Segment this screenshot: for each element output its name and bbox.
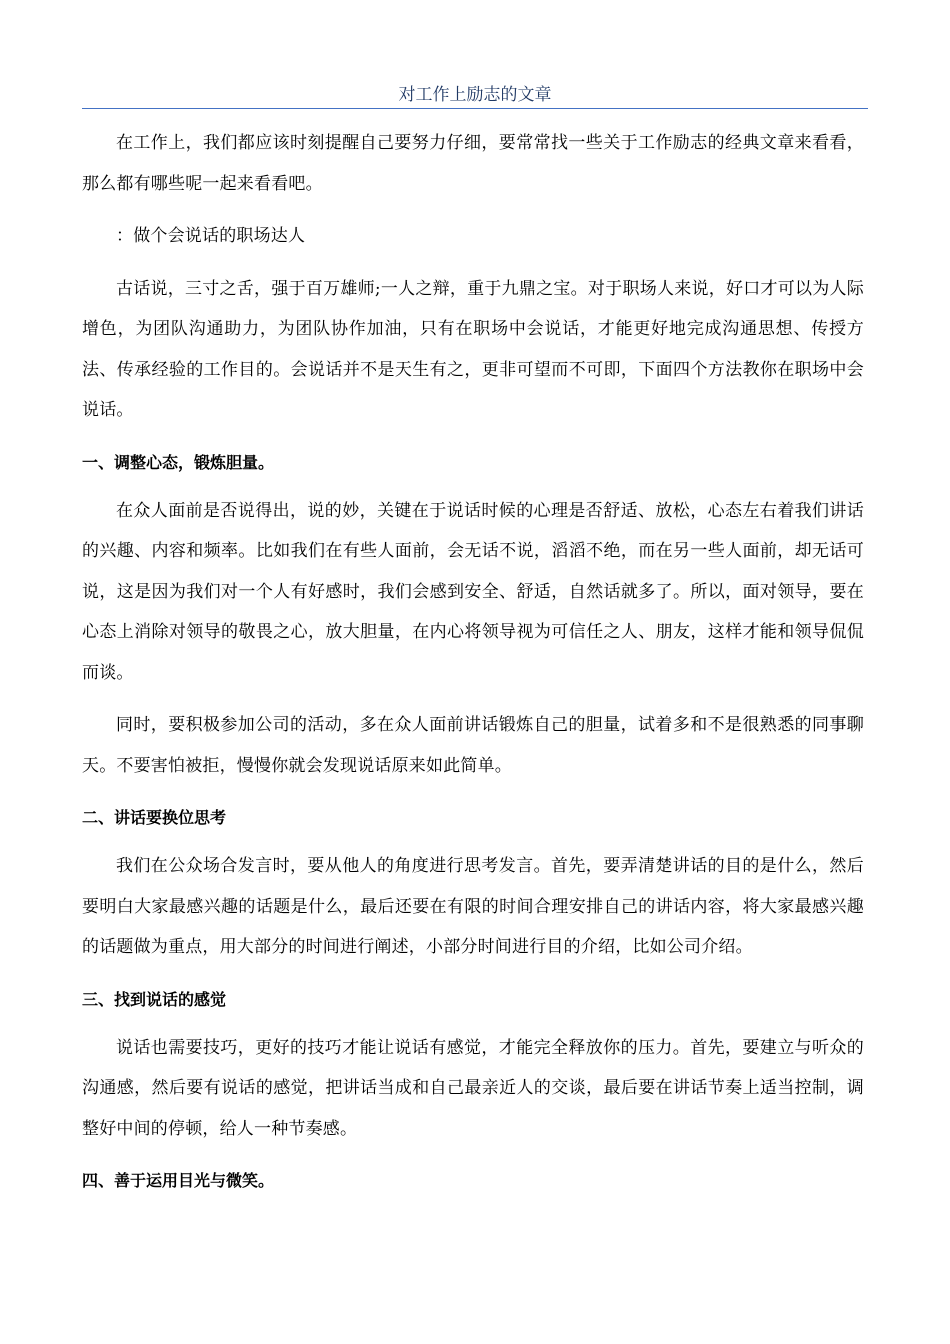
article-subtitle: ：做个会说话的职场达人 [116,226,306,246]
intro-paragraph: 在工作上，我们都应该时刻提醒自己要努力仔细，要常常找一些关于工作励志的经典文章来看看，那么都有哪些呢一起来看看吧。 [82,133,864,194]
paragraph-1: 古话说，三寸之舌，强于百万雄师;一人之辩，重于九鼎之宝。对于职场人来说，好口才可以为人际增色，为团队沟通助力，为团队协作加油，只有在职场中会说话，才能更好地完成沟通思想、传授方法、传承经验的工作目的。会说话并不是天生有之，更非可望而不可即，下面四个方法教你在职场中会说话。 [82,278,864,420]
section-heading-3: 三、找到说话的感觉 [82,989,227,1009]
paragraph-3: 同时，要积极参加公司的活动，多在众人面前讲话锻炼自己的胆量，试着多和不是很熟悉的同事聊天。不要害怕被拒，慢慢你就会发现说话原来如此简单。 [82,715,864,776]
document-header-title: 对工作上励志的文章 [398,85,552,105]
section-heading-1: 一、调整心态，锻炼胆量。 [82,452,275,472]
document-body [82,123,864,1209]
section-heading-4: 四、善于运用目光与微笑。 [82,1171,275,1190]
paragraph-5: 说话也需要技巧，更好的技巧才能让说话有感觉，才能完全释放你的压力。首先，要建立与听众的沟通感，然后要有说话的感觉，把讲话当成和自己最亲近人的交谈，最后要在讲话节奏上适当控制，调整好中间的停顿，给人一种节奏感。 [82,1037,864,1139]
section-heading-2: 二、讲话要换位思考 [82,808,227,827]
paragraph-2: 在众人面前是否说得出，说的妙，关键在于说话时候的心理是否舒适、放松，心态左右着我们讲话的兴趣、内容和频率。比如我们在有些人面前，会无话不说，滔滔不绝，而在另一些人面前，却无话可说，这是因为我们对一个人有好感时，我们会感到安全、舒适，自然话就多了。所以，面对领导，要在心态上消除对领导的敬畏之心，放大胆量，在内心将领导视为可信任之人、朋友，这样才能和领导侃侃而谈。 [82,500,864,683]
paragraph-4: 我们在公众场合发言时，要从他人的角度进行思考发言。首先，要弄清楚讲话的目的是什么，然后要明白大家最感兴趣的话题是什么，最后还要在有限的时间合理安排自己的讲话内容，将大家最感兴趣的话题做为重点，用大部分的时间进行阐述，小部分时间进行目的介绍，比如公司介绍。 [82,856,864,957]
header-divider [82,108,868,109]
